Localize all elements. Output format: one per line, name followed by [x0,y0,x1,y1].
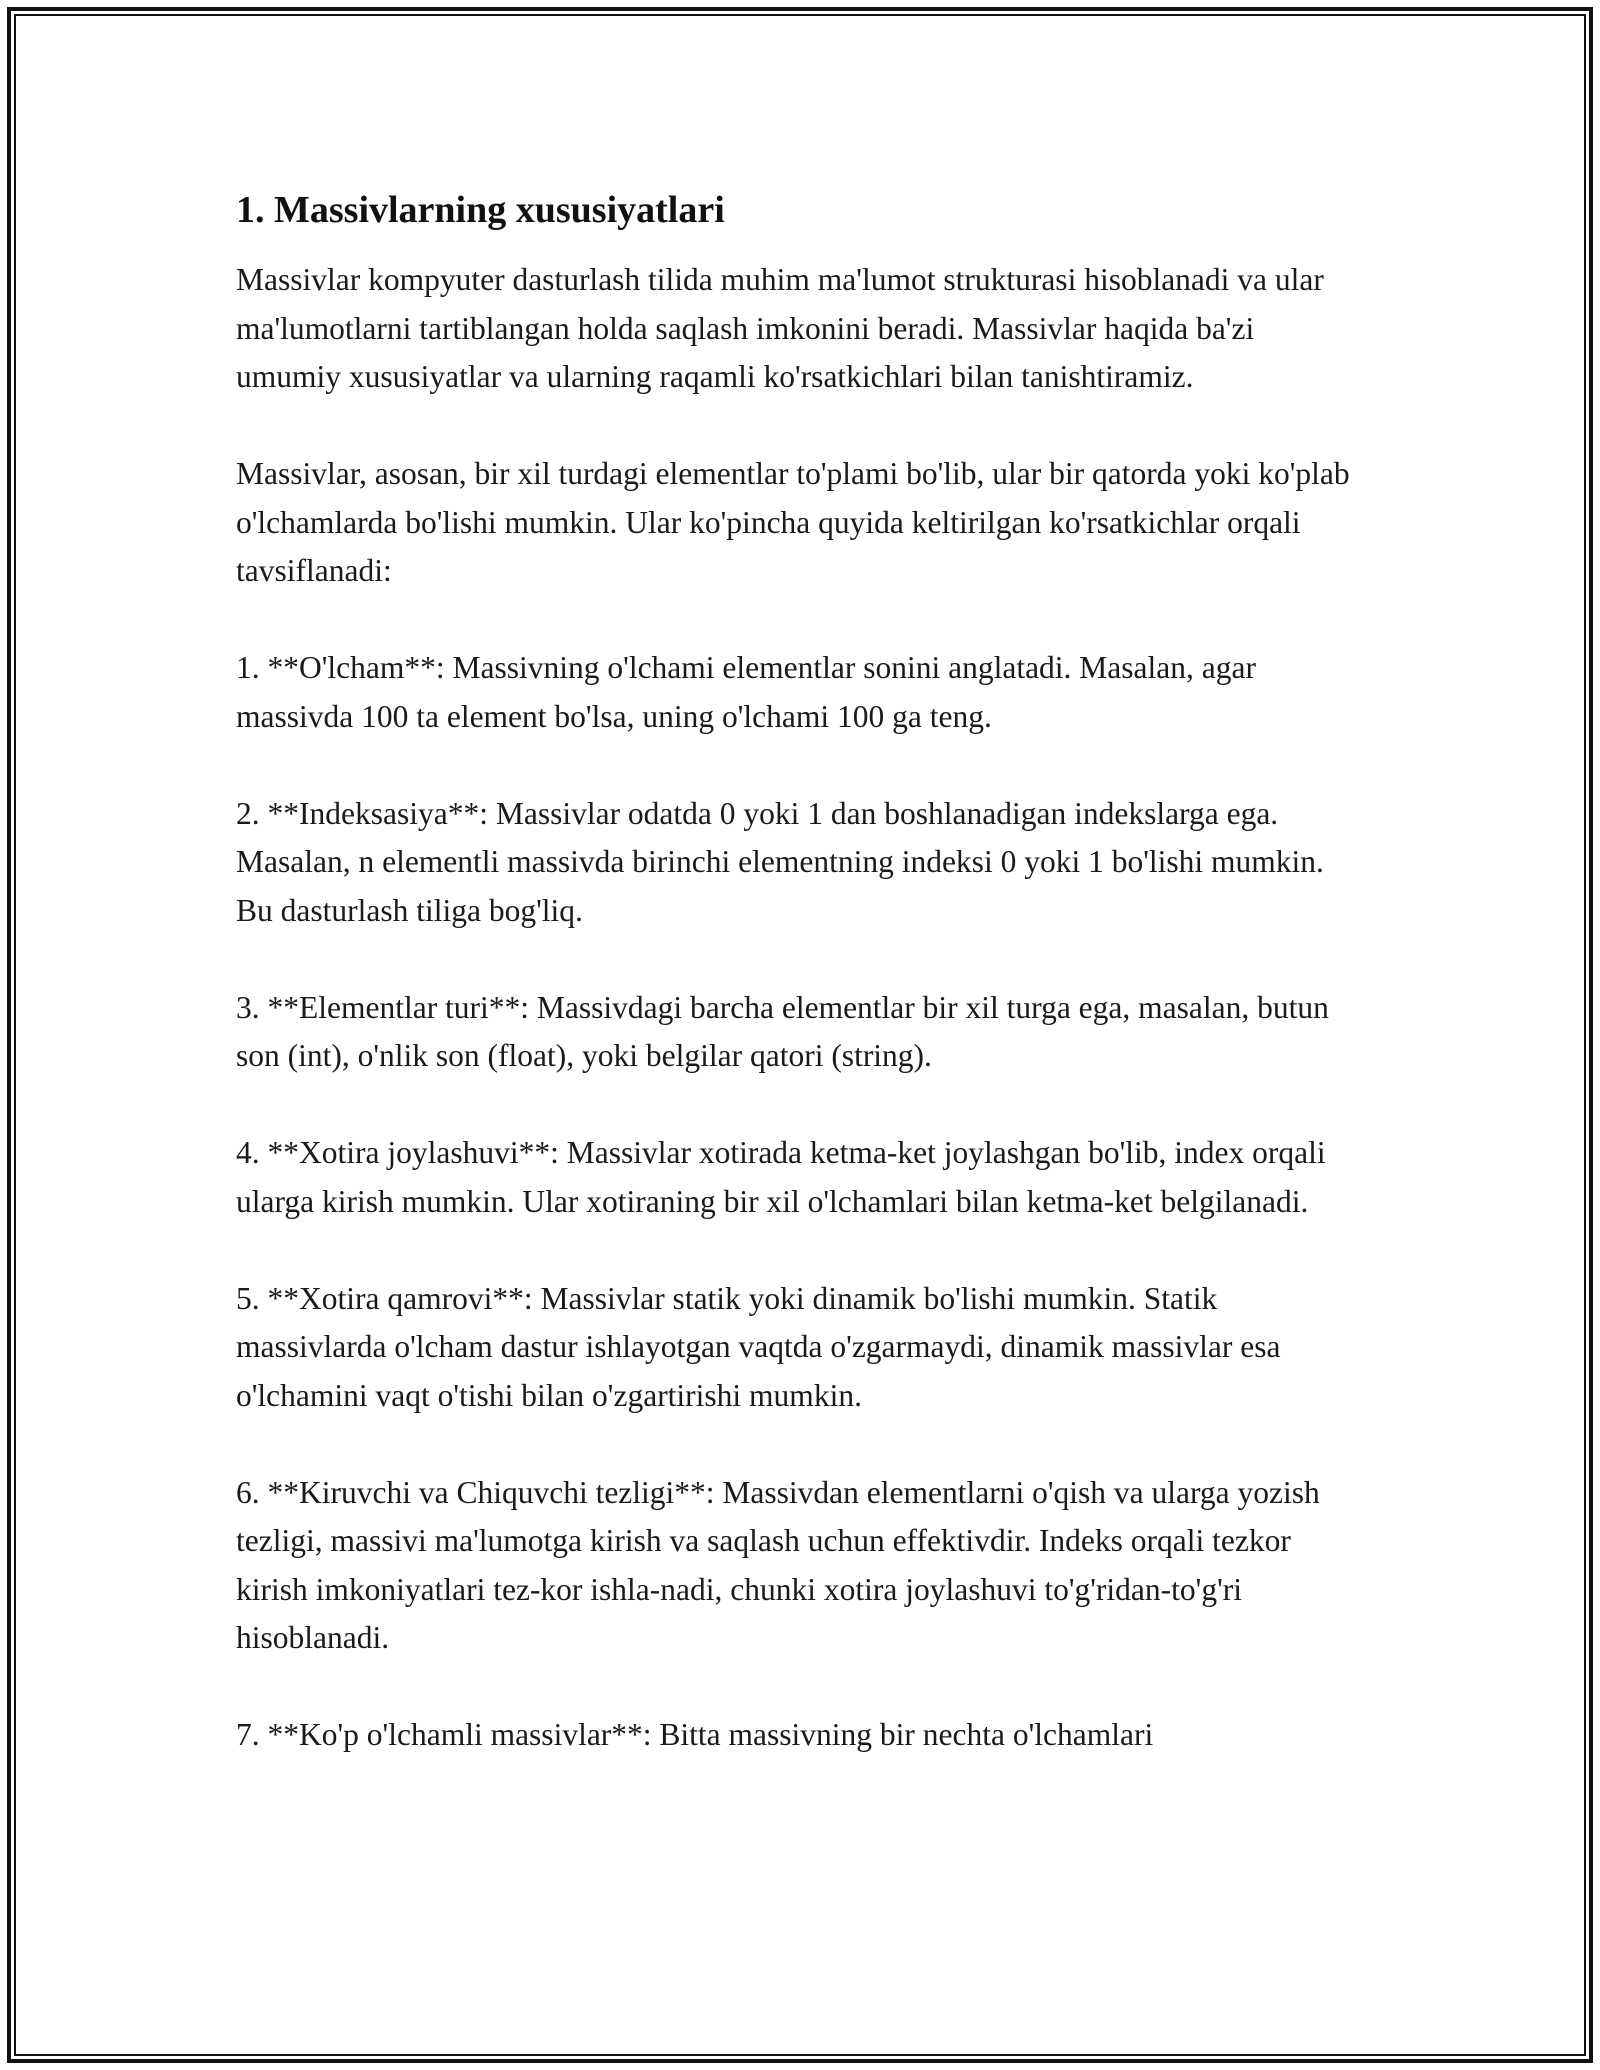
list-item-memory-layout: 4. **Xotira joylashuvi**: Massivlar xotirada ketma-ket joylashgan bo'lib, index orqali ularga kirish mumkin. Ular xotiraning bir xil o'lchamlari bilan ketma-ket belgilanadi. [236,1135,1326,1219]
section-heading: 1. Massivlarning xususiyatlari [236,189,725,231]
document-body [236,186,1366,1808]
list-item-element-type: 3. **Elementlar turi**: Massivdagi barcha elementlar bir xil turga ega, masalan, butun son (int), o'nlik son (float), yoki belgilar qatori (string). [236,989,1329,1073]
list-item-indexing: 2. **Indeksasiya**: Massivlar odatda 0 yoki 1 dan boshlanadigan indekslarga ega. Masalan, n elementli massivda birinchi elementning indeksi 0 yoki 1 bo'lishi mumkin. Bu dasturlash tiliga bog'liq. [236,795,1324,928]
description-paragraph: Massivlar, asosan, bir xil turdagi elementlar to'plami bo'lib, ular bir qatorda yoki ko'plab o'lchamlarda bo'lishi mumkin. Ular ko'pincha quyida keltirilgan ko'rsatkichlar orqali tavsiflanadi: [236,456,1350,588]
list-item-multidimensional: 7. **Ko'p o'lchamli massivlar**: Bitta massivning bir nechta o'lchamlari [236,1717,1154,1752]
list-item-size: 1. **O'lcham**: Massivning o'lchami elementlar sonini anglatadi. Masalan, agar massivda 100 ta element bo'lsa, uning o'lchami 100 ga teng. [236,650,1256,734]
intro-paragraph: Massivlar kompyuter dasturlash tilida muhim ma'lumot strukturasi hisoblanadi va ular ma'lumotlarni tartiblangan holda saqlash imkonini beradi. Massivlar haqida ba'zi umumiy xususiyatlar va ularning raqamli ko'rsatkichlari bilan tanishtiramiz. [236,262,1324,394]
list-item-io-speed: 6. **Kiruvchi va Chiquvchi tezligi**: Massivdan elementlarni o'qish va ularga yozish tezligi, massivi ma'lumotga kirish va saqlash uchun effektivdir. Indeks orqali tezkor kirish imkoniyatlari tez-kor ishla-nadi, chunki xotira joylashuvi to'g'ridan-to'g'ri hisoblanadi. [236,1474,1320,1655]
list-item-memory-scope: 5. **Xotira qamrovi**: Massivlar statik yoki dinamik bo'lishi mumkin. Statik massivlarda o'lcham dastur ishlayotgan vaqtda o'zgarmaydi, dinamik massivlar esa o'lchamini vaqt o'tishi bilan o'zgartirishi mumkin. [236,1280,1281,1413]
